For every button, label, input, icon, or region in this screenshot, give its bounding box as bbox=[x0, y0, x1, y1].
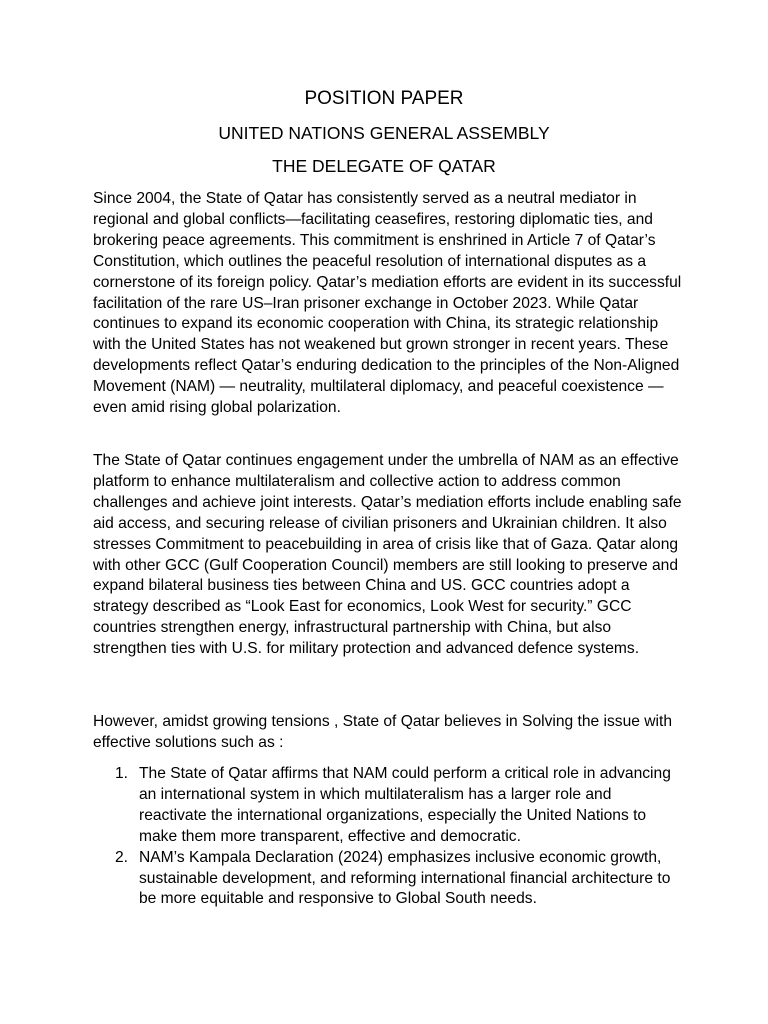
paragraph-intro: Since 2004, the State of Qatar has consistently served as a neutral mediator in regional and global conflicts—facilitating ceasefires, restoring diplomatic ties, and brokering peace agreements. This commitment is enshrined in Article 7 of Qatar’s Constitution, which outlines the peaceful resolution of international disputes as a cornerstone of its foreign policy. Qatar’s mediation efforts are evident in its successful facilitation of the rare US–Iran prisoner exchange in October 2023. While Qatar continues to expand its economic cooperation with China, its strategic relationship with the United States has not weakened but grown stronger in recent years. These developments reflect Qatar’s enduring dedication to the principles of the Non-Aligned Movement (NAM) — neutrality, multilateral diplomacy, and peaceful coexistence — even amid rising global polarization. bbox=[93, 190, 682, 417]
list-item-number: 1. bbox=[115, 765, 129, 782]
delegate-heading: THE DELEGATE OF QATAR bbox=[272, 156, 496, 176]
list-item bbox=[93, 848, 683, 911]
paragraph-nam-engagement: The State of Qatar continues engagement under the umbrella of NAM as an effective platform to enhance multilateralism and collective action to address common challenges and achieve joint interests. Qatar’s mediation efforts include enabling safe aid access, and securing release of civilian prisoners and Ukrainian children. It also stresses Commitment to peacebuilding in area of crisis like that of Gaza. Qatar along with other GCC (Gulf Cooperation Council) members are still looking to preserve and expand bilateral business ties between China and US. GCC countries adopt a strategy described as “Look East for economics, Look West for security.” GCC countries strengthen energy, infrastructural partnership with China, but also strengthen ties with U.S. for military protection and advanced defence systems. bbox=[93, 452, 682, 658]
paragraph-solutions-intro: However, amidst growing tensions , State of Qatar believes in Solving the issue with effective solutions such as : bbox=[93, 713, 672, 751]
list-item-text: NAM’s Kampala Declaration (2024) emphasizes inclusive economic growth, sustainable development, and reforming international financial architecture to be more equitable and responsive to Global South needs. bbox=[139, 848, 671, 908]
list-item-number: 2. bbox=[115, 848, 129, 866]
document-title: POSITION PAPER bbox=[304, 88, 464, 109]
solutions-list bbox=[93, 764, 683, 910]
list-item bbox=[93, 764, 683, 848]
document-subtitle: UNITED NATIONS GENERAL ASSEMBLY bbox=[218, 123, 550, 143]
list-item-text: The State of Qatar affirms that NAM could perform a critical role in advancing an international system in which multilateralism has a larger role and reactivate the international organizations, especially the United Nations to make them more transparent, effective and democratic. bbox=[139, 765, 671, 845]
